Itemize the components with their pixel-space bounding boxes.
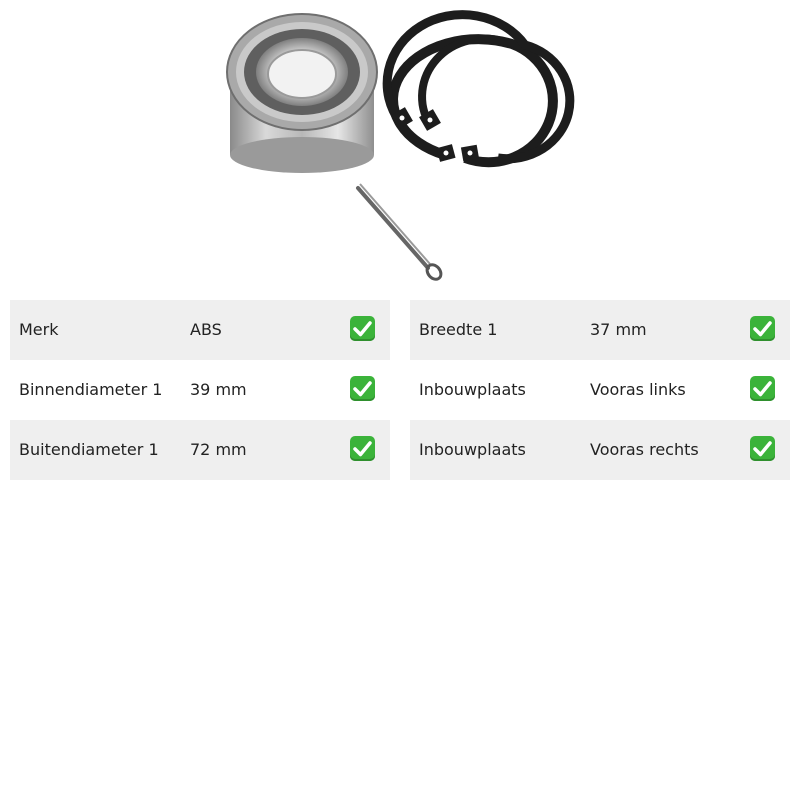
check-icon [750, 316, 775, 341]
spec-label: Inbouwplaats [419, 380, 526, 399]
spec-label: Inbouwplaats [419, 440, 526, 459]
spec-row [410, 360, 790, 420]
spec-table-right [410, 300, 790, 480]
spec-label: Binnendiameter 1 [19, 380, 163, 399]
spec-label: Buitendiameter 1 [19, 440, 159, 459]
spec-label: Merk [19, 320, 59, 339]
check-icon [350, 316, 375, 341]
circlip-illustration [387, 15, 570, 163]
spec-value: Vooras rechts [590, 440, 699, 459]
spec-value: 72 mm [190, 440, 247, 459]
spec-row [10, 360, 390, 420]
spec-row [10, 420, 390, 480]
check-icon [750, 436, 775, 461]
product-image [200, 0, 600, 290]
check-icon [350, 376, 375, 401]
check-icon [750, 376, 775, 401]
bearing-illustration [227, 14, 377, 173]
spec-label: Breedte 1 [419, 320, 498, 339]
spec-value: ABS [190, 320, 222, 339]
spec-row [410, 300, 790, 360]
spec-table-left [10, 300, 390, 480]
spec-value: 37 mm [590, 320, 647, 339]
spec-value: 39 mm [190, 380, 247, 399]
spec-row [10, 300, 390, 360]
check-icon [350, 436, 375, 461]
spec-row [410, 420, 790, 480]
cotter-pin-illustration [358, 184, 444, 282]
spec-value: Vooras links [590, 380, 686, 399]
